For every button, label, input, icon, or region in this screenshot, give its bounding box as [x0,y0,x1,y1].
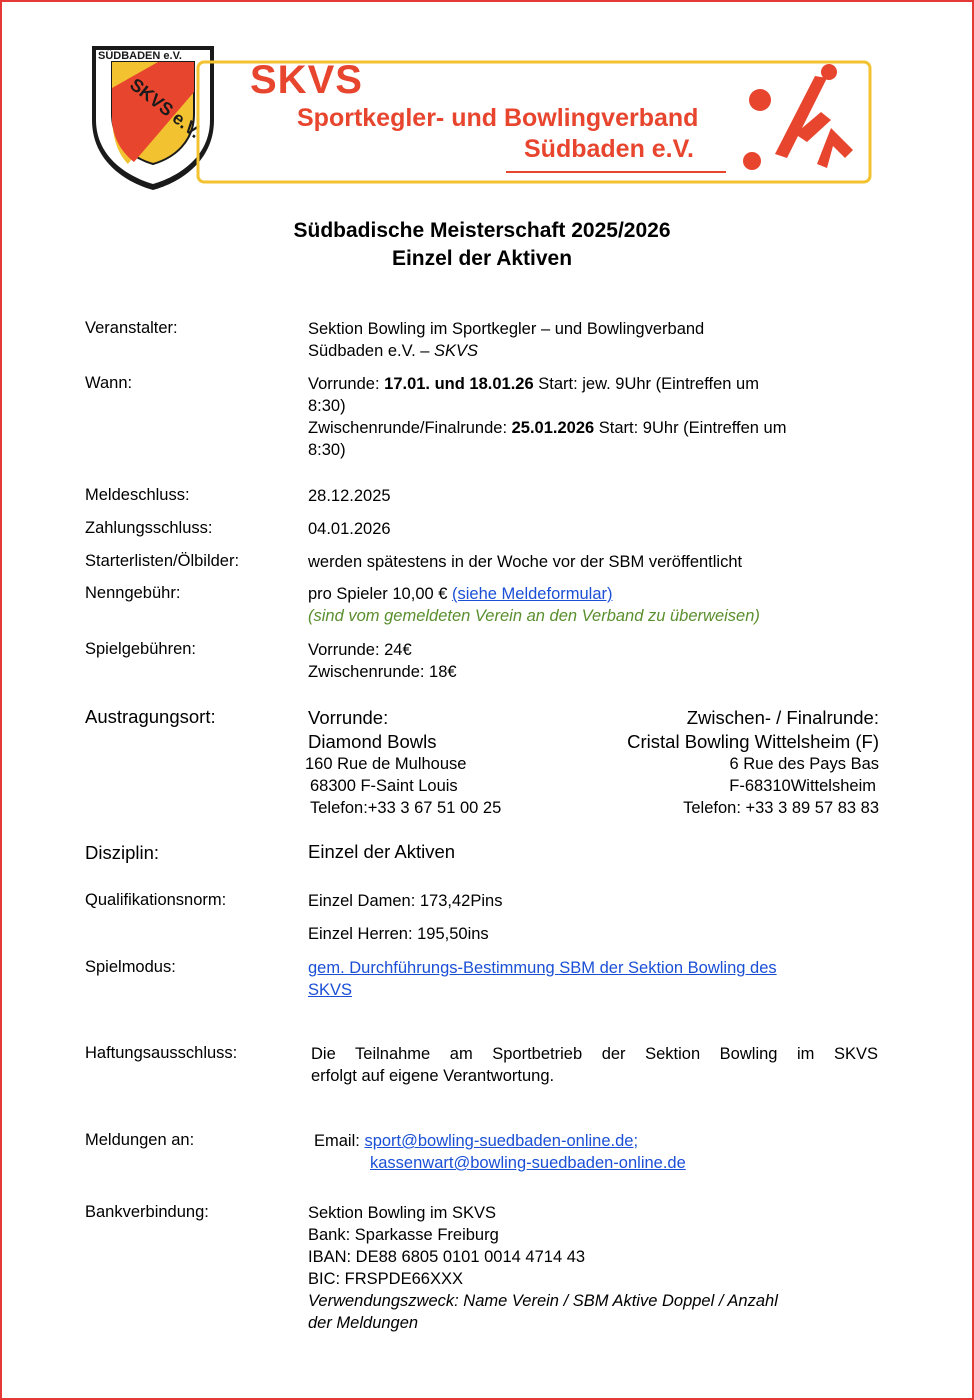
bank-iban: IBAN: DE88 6805 0101 0014 4714 43 [308,1248,586,1266]
brand-line-1: Sportkegler- und Bowlingverband [297,104,699,132]
venue-finalrunde-name: Cristal Bowling Wittelsheim (F) [627,731,879,752]
bank-purpose-cont: der Meldungen [308,1314,419,1332]
wann-r1-pre: Vorrunde: [308,375,385,393]
email-link-kassenwart[interactable]: kassenwart@bowling-suedbaden-online.de [370,1154,686,1172]
venue-finalrunde-heading: Zwischen- / Finalrunde: [686,707,879,728]
venue-vorrunde-name: Diamond Bowls [308,731,437,752]
wann-vorrunde [308,373,888,395]
disziplin-value: Einzel der Aktiven [308,841,456,862]
label-zahlungsschluss: Zahlungsschluss: [85,519,213,537]
brand-line-2: Südbaden e.V. [524,135,694,163]
meldeschluss-value: 28.12.2025 [308,487,391,505]
wann-r1-cont: 8:30) [308,397,346,415]
veranstalter-line-2-italic: SKVS [434,342,479,360]
spielmodus-value [308,957,777,1001]
bank-bic: BIC: FRSPDE66XXX [308,1270,463,1288]
label-veranstalter: Veranstalter: [85,319,178,337]
wann-r1-post: Start: jew. 9Uhr (Eintreffen um [533,375,759,393]
haftung-value [311,1043,878,1087]
bank-value [308,1202,778,1334]
bank-purpose: Verwendungszweck: Name Verein / SBM Aktive Doppel / Anzahl [308,1292,778,1310]
venue-vorrunde-address [305,753,501,819]
veranstalter-value [308,318,704,362]
venue-vorrunde-phone: Telefon:+33 3 67 51 00 25 [310,799,502,817]
venue-finalrunde-address [683,753,879,819]
meldungen-value [314,1130,686,1174]
label-meldungen: Meldungen an: [85,1131,195,1149]
veranstalter-line-2 [308,340,704,362]
venue-vorrunde-heading: Vorrunde: [308,707,389,728]
document-subtitle: Einzel der Aktiven [391,247,573,270]
label-austragungsort: Austragungsort: [85,706,216,727]
venue-vorrunde-street: 160 Rue de Mulhouse [305,755,467,773]
label-disziplin: Disziplin: [85,842,160,863]
venue-vorrunde-city: 68300 F-Saint Louis [310,777,458,795]
emblem-top-text: SÜDBADEN e.V. [98,50,182,62]
document-title: Südbadische Meisterschaft 2025/2026 [293,219,671,242]
spielgebuehren-vorrunde: Vorrunde: 24€ [308,641,412,659]
meldungen-line-1 [314,1130,686,1152]
spielgebuehren-zwischenrunde: Zwischenrunde: 18€ [308,663,457,681]
wann-r2-cont: 8:30) [308,441,346,459]
email-prefix: Email: [314,1132,365,1150]
label-spielgebuehren: Spielgebühren: [85,640,197,658]
wann-r2-post: Start: 9Uhr (Eintreffen um [594,419,787,437]
bowler-logo [735,62,860,177]
starterlisten-value: werden spätestens in der Woche vor der SBM veröffentlicht [308,553,743,571]
label-spielmodus: Spielmodus: [85,958,176,976]
email-link-sport[interactable]: sport@bowling-suedbaden-online.de; [364,1132,639,1150]
emblem-center-text: SKVS e.V. [126,74,205,143]
nenngebuehr-value [308,583,760,627]
durchfuehrungsbestimmung-link-cont[interactable]: SKVS [308,981,353,999]
wann-r1-date: 17.01. und 18.01.26 [384,375,534,393]
meldeformular-link[interactable]: (siehe Meldeformular) [452,585,613,603]
wann-r2-date: 25.01.2026 [511,419,595,437]
label-nenngebuehr: Nenngebühr: [85,584,181,602]
durchfuehrungsbestimmung-link[interactable]: gem. Durchführungs-Bestimmung SBM der Sektion Bowling des [308,959,777,977]
nenngebuehr-amount: pro Spieler 10,00 € [308,585,453,603]
wann-zwischenrunde [308,417,888,439]
label-wann: Wann: [85,374,133,392]
label-qualifikationsnorm: Qualifikationsnorm: [85,891,227,909]
bank-account-holder: Sektion Bowling im SKVS [308,1204,497,1222]
zahlungsschluss-value: 04.01.2026 [308,520,391,538]
spielgebuehren-value [308,639,457,683]
veranstalter-line-1: Sektion Bowling im Sportkegler – und Bowlingverband [308,320,705,338]
haftung-line-2: erfolgt auf eigene Verantwortung. [311,1067,555,1085]
label-haftungsausschluss: Haftungsausschluss: [85,1044,238,1062]
bank-name: Bank: Sparkasse Freiburg [308,1226,499,1244]
label-meldeschluss: Meldeschluss: [85,486,190,504]
nenngebuehr-note: (sind vom gemeldeten Verein an den Verband zu überweisen) [308,607,760,625]
brand-short: SKVS [250,58,363,102]
venue-vorrunde [308,706,437,754]
label-starterlisten: Starterlisten/Ölbilder: [85,552,240,570]
venue-finalrunde-phone: Telefon: +33 3 89 57 83 83 [683,799,879,817]
venue-finalrunde-city: F-68310Wittelsheim [729,777,876,795]
label-bankverbindung: Bankverbindung: [85,1203,209,1221]
haftung-line-1: Die Teilnahme am Sportbetrieb der Sektion Bowling im SKVS [311,1045,878,1063]
nenngebuehr-line [308,583,760,605]
qualifikation-herren: Einzel Herren: 195,50ins [308,925,489,943]
veranstalter-line-2-text: Südbaden e.V. – [308,342,435,360]
wann-value [308,373,888,461]
qualifikation-damen: Einzel Damen: 173,42Pins [308,892,503,910]
wann-r2-pre: Zwischenrunde/Finalrunde: [308,419,512,437]
venue-finalrunde-street: 6 Rue des Pays Bas [729,755,879,773]
venue-finalrunde [627,706,879,754]
